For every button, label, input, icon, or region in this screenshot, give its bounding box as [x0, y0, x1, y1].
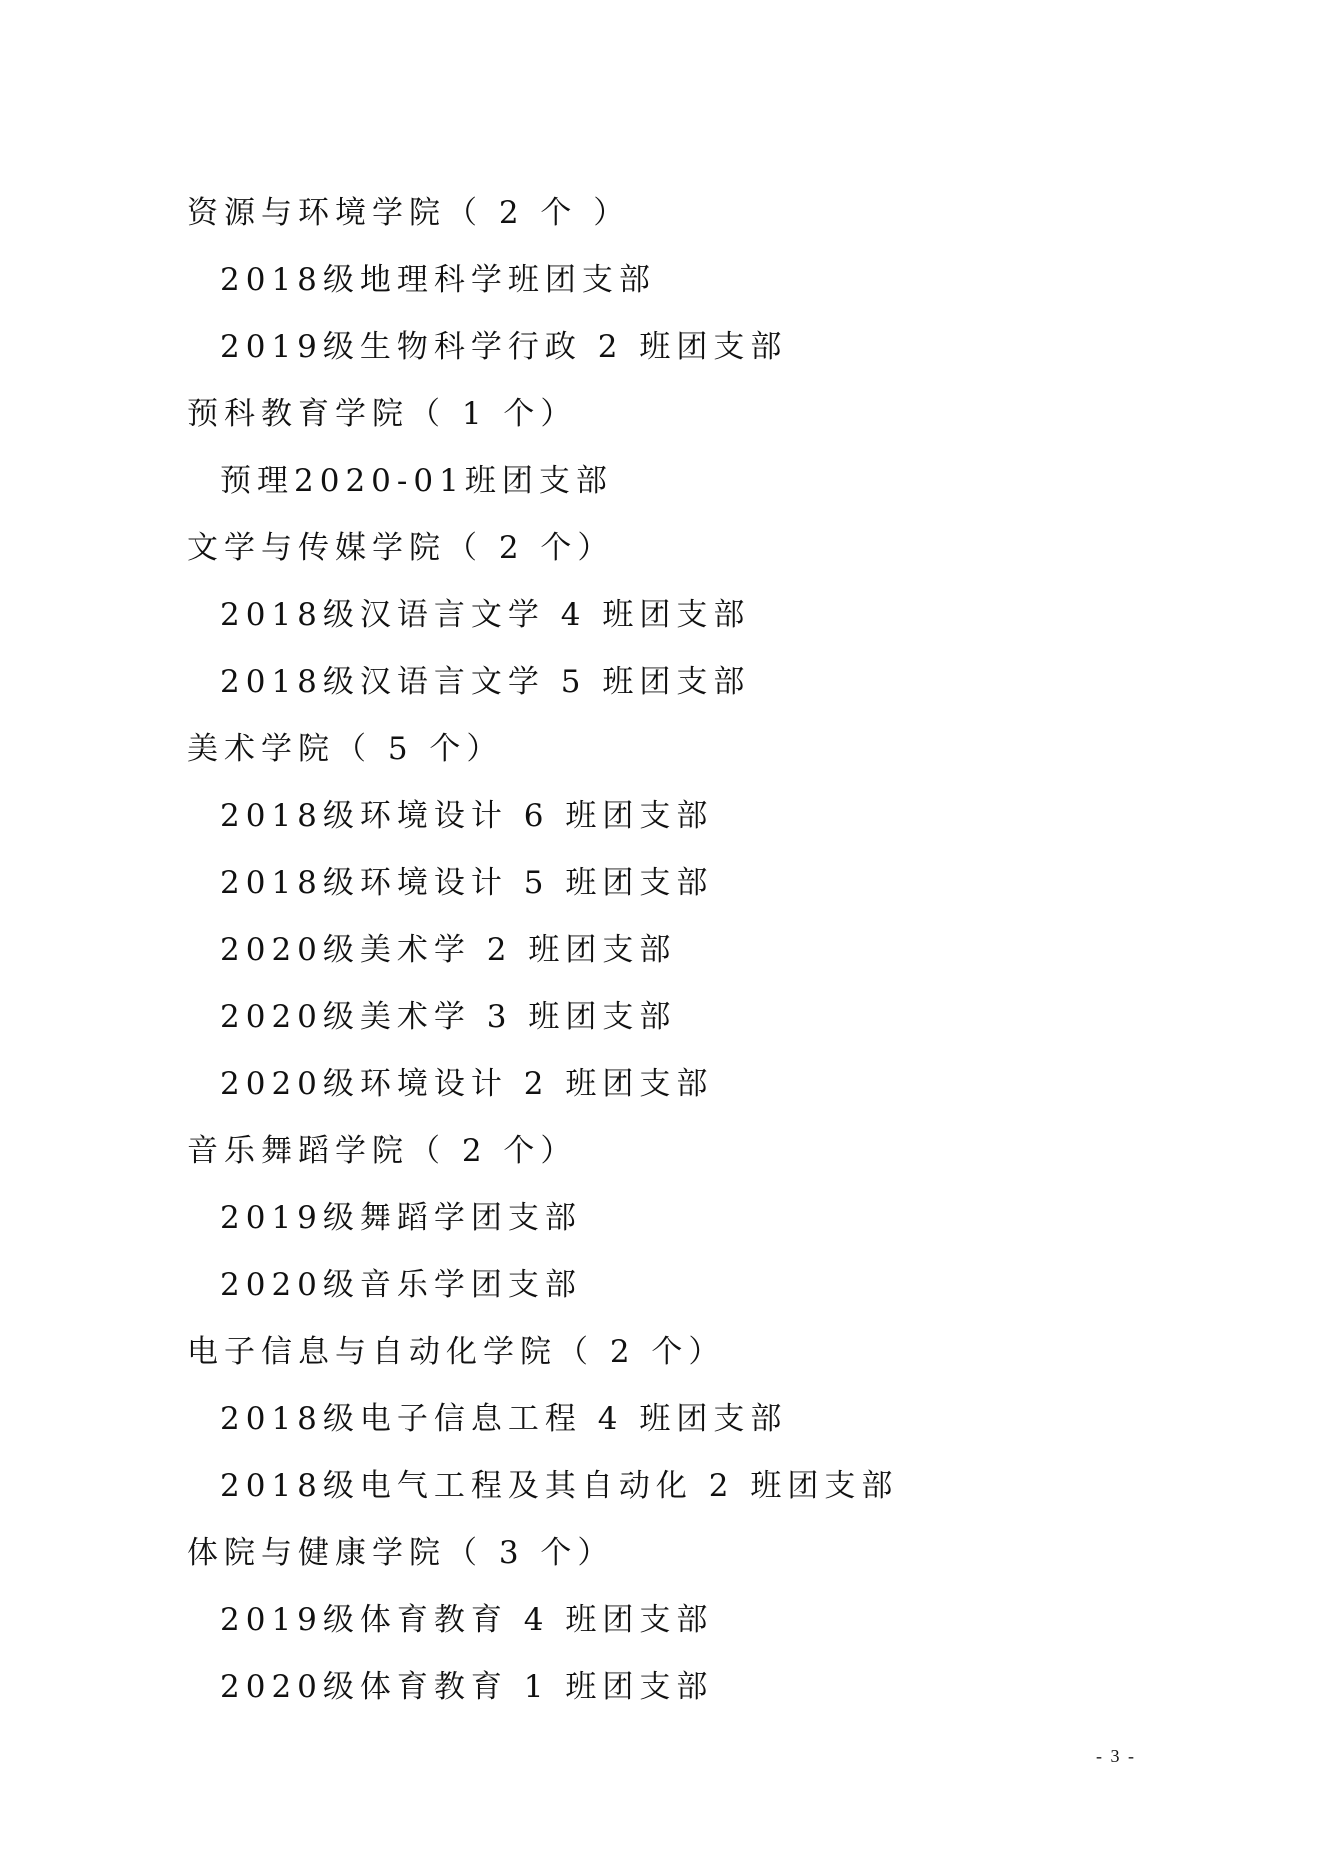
list-item: 2019级生物科学行政 2 班团支部 — [220, 329, 788, 365]
section-heading: 电子信息与自动化学院（ 2 个） — [187, 1334, 726, 1370]
list-item: 2018级电气工程及其自动化 2 班团支部 — [220, 1468, 899, 1504]
section-heading: 音乐舞蹈学院（ 2 个） — [187, 1133, 578, 1169]
list-item: 2020级美术学 2 班团支部 — [220, 932, 677, 968]
list-item: 2018级汉语言文学 4 班团支部 — [220, 597, 751, 633]
list-item: 2019级舞蹈学团支部 — [220, 1200, 582, 1236]
section-heading: 预科教育学院（ 1 个） — [187, 396, 578, 432]
list-item: 2019级体育教育 4 班团支部 — [220, 1602, 714, 1638]
list-item: 2018级地理科学班团支部 — [220, 262, 656, 298]
list-item: 2020级环境设计 2 班团支部 — [220, 1066, 714, 1102]
section-heading: 体院与健康学院（ 3 个） — [187, 1535, 615, 1571]
list-item: 2020级体育教育 1 班团支部 — [220, 1669, 714, 1705]
list-item: 2018级环境设计 6 班团支部 — [220, 798, 714, 834]
page-number: - 3 - — [1096, 1746, 1136, 1766]
list-item: 2018级汉语言文学 5 班团支部 — [220, 664, 751, 700]
list-item: 2018级电子信息工程 4 班团支部 — [220, 1401, 788, 1437]
branch-list — [187, 180, 1187, 1721]
list-item: 2020级音乐学团支部 — [220, 1267, 582, 1303]
section-heading: 文学与传媒学院（ 2 个） — [187, 530, 615, 566]
section-heading: 资源与环境学院（ 2 个 ） — [187, 195, 631, 231]
list-item: 2020级美术学 3 班团支部 — [220, 999, 677, 1035]
list-item: 2018级环境设计 5 班团支部 — [220, 865, 714, 901]
list-item: 预理2020-01班团支部 — [220, 463, 613, 499]
section-heading: 美术学院（ 5 个） — [187, 731, 504, 767]
